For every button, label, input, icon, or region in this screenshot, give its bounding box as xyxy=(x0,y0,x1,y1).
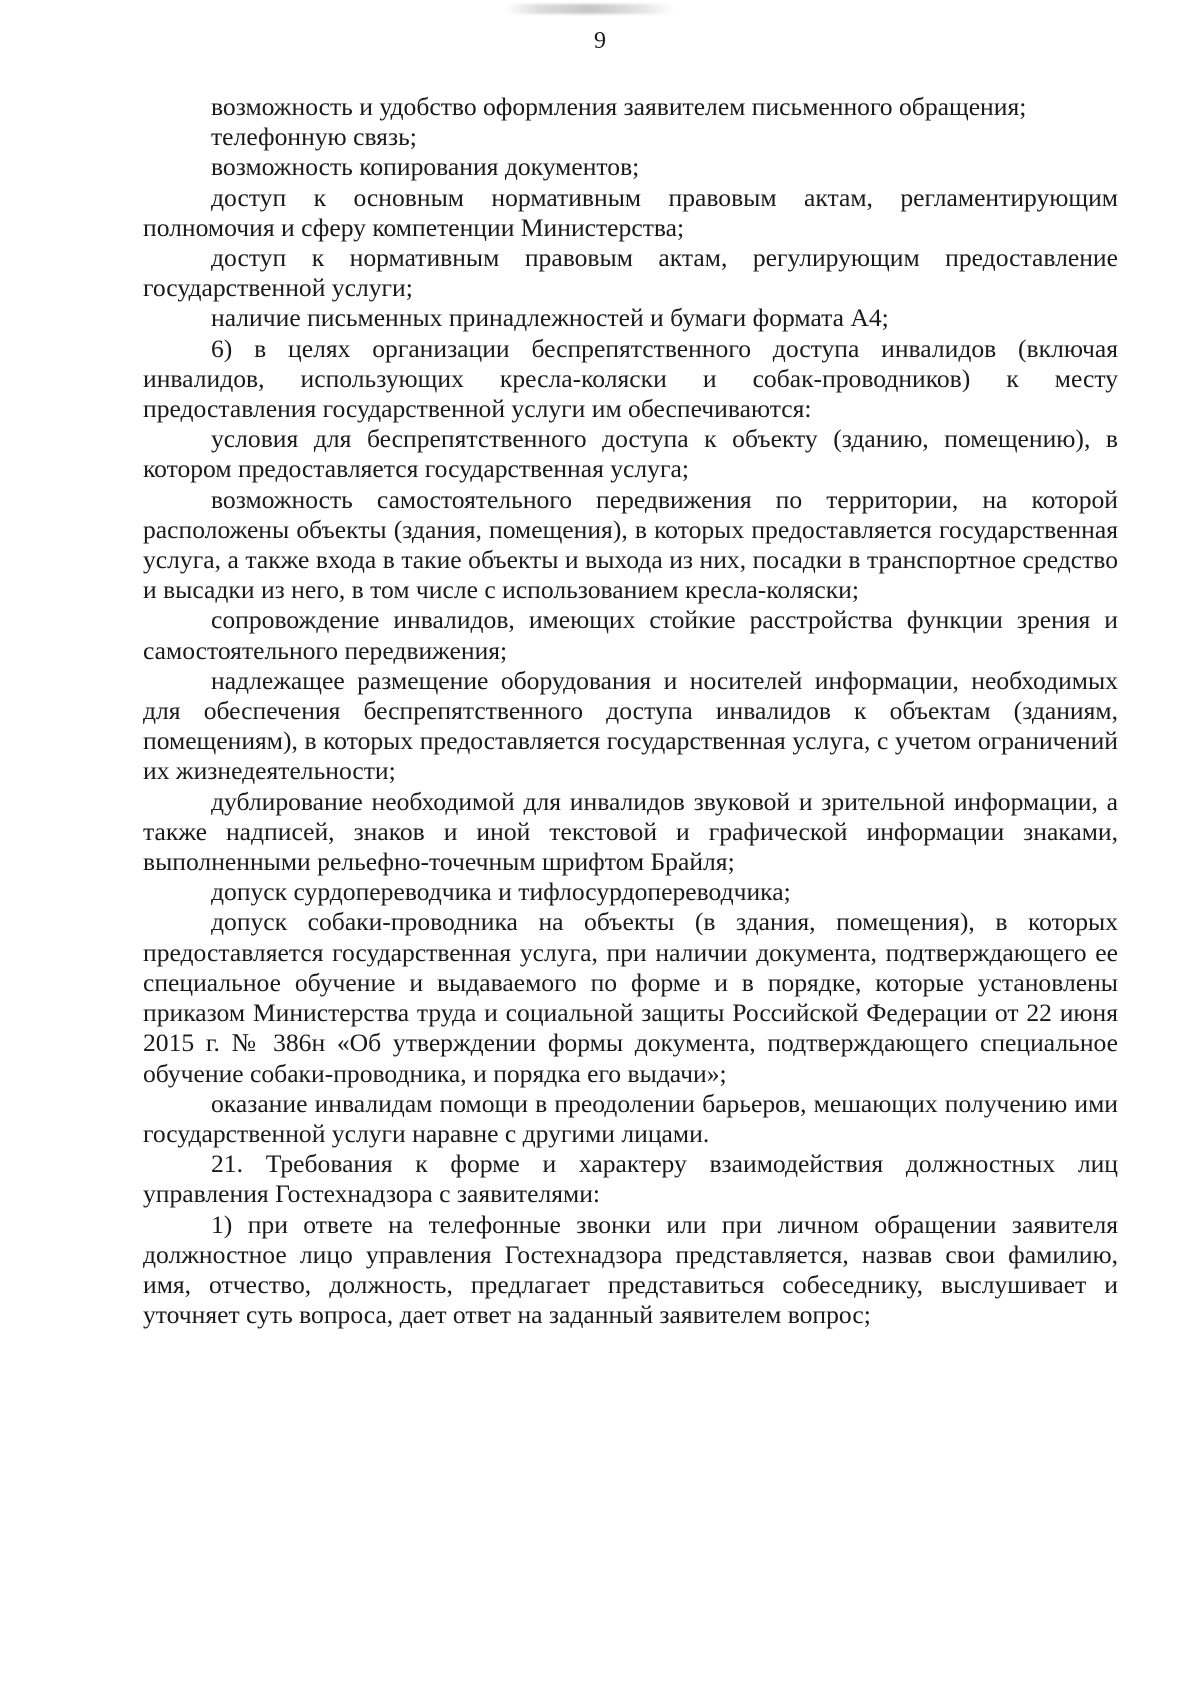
paragraph: доступ к основным нормативным правовым актам, регламентирующим полномочия и сферу компетенции Министерства; xyxy=(143,182,1118,242)
paragraph: дублирование необходимой для инвалидов звуковой и зрительной информации, а также надписей, знаков и иной текстовой и графической информации знаками, выполненными рельефно-точечным шрифтом Брайля; xyxy=(143,786,1118,877)
paragraph: наличие письменных принадлежностей и бумаги формата А4; xyxy=(211,303,889,333)
paragraph: допуск сурдопереводчика и тифлосурдопереводчика; xyxy=(211,877,791,907)
paragraph: допуск собаки-проводника на объекты (в здания, помещения), в которых предоставляется государственная услуга, при наличии документа, подтверждающего ее специальное обучение и выдаваемого по форме и в порядке, которые установлены приказом Министерства труда и социальной защиты Российской Федерации от 22 июня 2015 г. № 386н «Об утверждении формы документа, подтверждающего специальное обучение собаки-проводника, и порядка его выдачи»; xyxy=(143,907,1118,1088)
paragraph: оказание инвалидам помощи в преодолении барьеров, мешающих получению ими государственной услуги наравне с другими лицами. xyxy=(143,1088,1118,1148)
paragraph: сопровождение инвалидов, имеющих стойкие расстройства функции зрения и самостоятельного передвижения; xyxy=(143,605,1118,665)
paragraph: 1) при ответе на телефонные звонки или при личном обращении заявителя должностное лицо управления Гостехнадзора представляется, назвав свои фамилию, имя, отчество, должность, предлагает представиться собеседнику, выслушивает и уточняет суть вопроса, дает ответ на заданный заявителем вопрос; xyxy=(143,1209,1118,1330)
paragraph: 6) в целях организации беспрепятственного доступа инвалидов (включая инвалидов, использующих кресла-коляски и собак-проводников) к месту предоставления государственной услуги им обеспечиваются: xyxy=(143,333,1118,424)
paragraph: телефонную связь; xyxy=(211,122,417,152)
page-number: 9 xyxy=(594,28,606,54)
paragraph: надлежащее размещение оборудования и носителей информации, необходимых для обеспечения беспрепятственного доступа инвалидов к объектам (зданиям, помещениям), в которых предоставляется государственная услуга, с учетом ограничений их жизнедеятельности; xyxy=(143,665,1118,786)
document-body xyxy=(143,92,1118,1330)
paragraph: 21. Требования к форме и характеру взаимодействия должностных лиц управления Гостехнадзора с заявителями: xyxy=(143,1149,1118,1209)
paragraph: возможность копирования документов; xyxy=(211,152,640,182)
paragraph: возможность самостоятельного передвижения по территории, на которой расположены объекты (здания, помещения), в которых предоставляется государственная услуга, а также входа в такие объекты и выхода из них, посадки в транспортное средство и высадки из него, в том числе с использованием кресла-коляски; xyxy=(143,484,1118,605)
scan-artifact xyxy=(505,4,675,14)
paragraph: доступ к нормативным правовым актам, регулирующим предоставление государственной услуги; xyxy=(143,243,1118,303)
paragraph: условия для беспрепятственного доступа к объекту (зданию, помещению), в котором предоставляется государственная услуга; xyxy=(143,424,1118,484)
paragraph: возможность и удобство оформления заявителем письменного обращения; xyxy=(211,92,1027,121)
